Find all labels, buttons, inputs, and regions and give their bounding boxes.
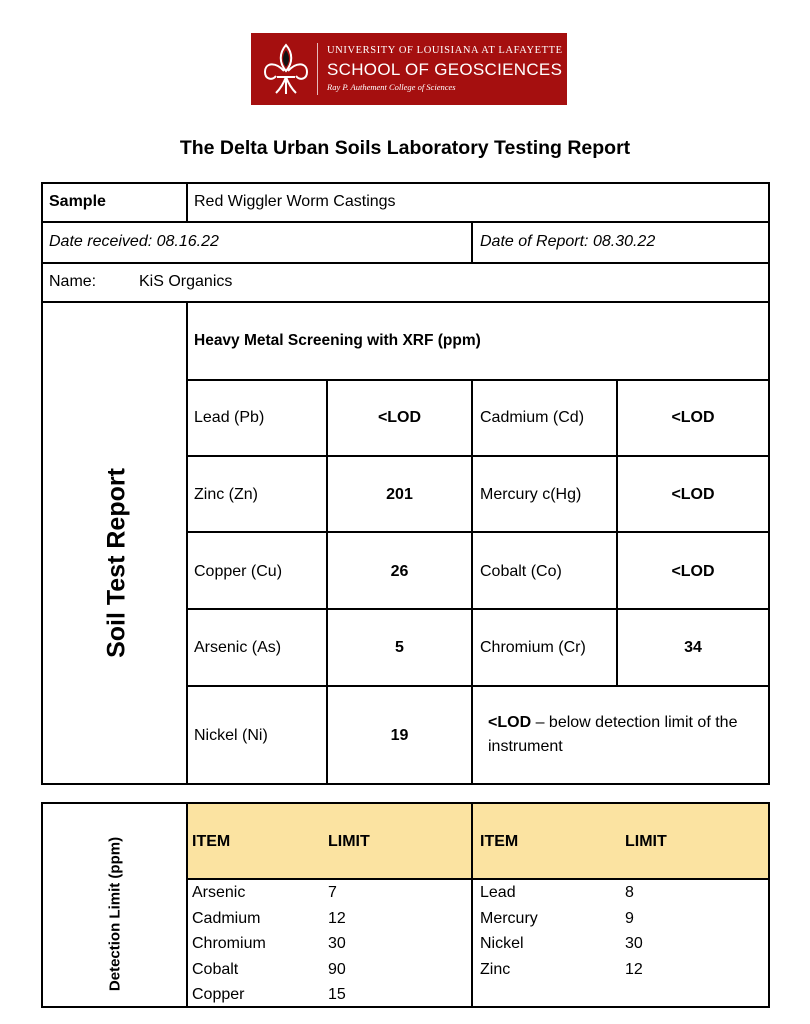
left-limit-list: [328, 880, 346, 1008]
metal-label: Zinc (Zn): [194, 486, 258, 503]
list-item: Nickel: [480, 935, 524, 952]
logo-divider: [317, 43, 318, 95]
col-divider: [471, 379, 473, 784]
report-title: The Delta Urban Soils Laboratory Testing Report: [179, 137, 631, 159]
university-name: UNIVERSITY OF LOUISIANA AT LAFAYETTE: [327, 45, 563, 56]
list-item: Zinc: [480, 960, 511, 978]
lod-note-line1: [488, 714, 737, 732]
row-divider: [41, 301, 770, 303]
college-name: Ray P. Authement College of Sciences: [327, 82, 456, 92]
table-border-bottom: [41, 1006, 770, 1008]
list-item: Mercury: [480, 909, 538, 927]
metal-value: <LOD: [377, 409, 422, 426]
list-item: Copper: [192, 986, 245, 1003]
metal-label: Cadmium (Cd): [480, 409, 585, 426]
list-item: 15: [328, 986, 346, 1003]
right-limit-list: [625, 880, 643, 982]
lod-note-line2: instrument: [488, 738, 563, 755]
school-name: SCHOOL OF GEOSCIENCES: [327, 60, 563, 79]
header-limit: LIMIT: [328, 833, 370, 850]
sample-label: Sample: [49, 193, 106, 210]
heavy-metal-heading: Heavy Metal Screening with XRF (ppm): [194, 332, 481, 349]
list-item: Chromium: [192, 935, 266, 952]
header-item: ITEM: [480, 833, 519, 850]
table-border-top: [41, 182, 770, 184]
metal-value: 201: [386, 486, 413, 503]
row-divider: [186, 608, 770, 610]
row-divider: [186, 685, 770, 687]
name-value: KiS Organics: [139, 273, 233, 290]
col-divider: [471, 221, 473, 263]
lod-note-text: – below detection limit of the: [531, 714, 738, 731]
right-item-list: [480, 880, 538, 982]
metal-value: <LOD: [671, 409, 715, 426]
header-item: ITEM: [192, 833, 231, 850]
list-item: 12: [328, 909, 346, 927]
metal-label: Chromium (Cr): [480, 639, 586, 656]
metal-label: Copper (Cu): [194, 563, 283, 580]
table-border-right: [768, 182, 770, 784]
metal-label: Mercury c(Hg): [480, 486, 582, 503]
list-item: Arsenic: [192, 884, 246, 901]
header-background: [186, 803, 769, 879]
col-divider: [186, 182, 188, 222]
table-border-right: [768, 802, 770, 1007]
lod-note-abbr: <LOD: [488, 714, 532, 731]
list-item: Lead: [480, 884, 516, 901]
col-divider: [326, 379, 328, 784]
row-divider: [186, 531, 770, 533]
left-item-list: [192, 880, 266, 1008]
col-divider: [186, 301, 188, 784]
metal-label: Arsenic (As): [194, 639, 282, 656]
metal-value: 5: [395, 639, 404, 656]
list-item: 12: [625, 960, 643, 978]
list-item: 7: [328, 884, 337, 901]
table-border-top: [41, 802, 770, 804]
metal-value: 34: [684, 639, 702, 656]
row-divider: [186, 379, 770, 381]
header-limit: LIMIT: [625, 833, 667, 850]
row-divider: [186, 878, 770, 880]
metal-label: Cobalt (Co): [480, 563, 562, 580]
list-item: Cadmium: [192, 909, 261, 927]
list-item: 90: [328, 960, 346, 978]
col-divider: [186, 802, 188, 1007]
sample-value: Red Wiggler Worm Castings: [194, 193, 396, 210]
list-item: 30: [328, 935, 346, 952]
metal-value: 26: [390, 563, 409, 580]
table-border-left: [41, 182, 43, 784]
row-divider: [41, 221, 770, 223]
metal-value: <LOD: [671, 563, 715, 580]
list-item: 30: [625, 935, 643, 952]
date-received: Date received: 08.16.22: [49, 233, 219, 250]
metal-value: 19: [390, 727, 409, 744]
table-border-left: [41, 802, 43, 1007]
row-divider: [186, 455, 770, 457]
row-divider: [41, 262, 770, 264]
list-item: 8: [625, 884, 634, 901]
date-of-report: Date of Report: 08.30.22: [480, 233, 656, 250]
soil-test-report-side-title: Soil Test Report: [102, 468, 131, 658]
table-border-bottom: [41, 783, 770, 785]
fleur-de-lis-icon: [259, 41, 313, 97]
name-label: Name:: [49, 273, 97, 290]
university-logo: [251, 33, 567, 105]
metal-label: Lead (Pb): [194, 409, 265, 426]
detection-limit-side-title: Detection Limit (ppm): [106, 836, 124, 992]
metal-label: Nickel (Ni): [194, 727, 268, 744]
metal-value: <LOD: [671, 486, 715, 503]
list-item: Cobalt: [192, 960, 239, 978]
col-divider: [471, 802, 473, 1007]
list-item: 9: [625, 909, 634, 927]
